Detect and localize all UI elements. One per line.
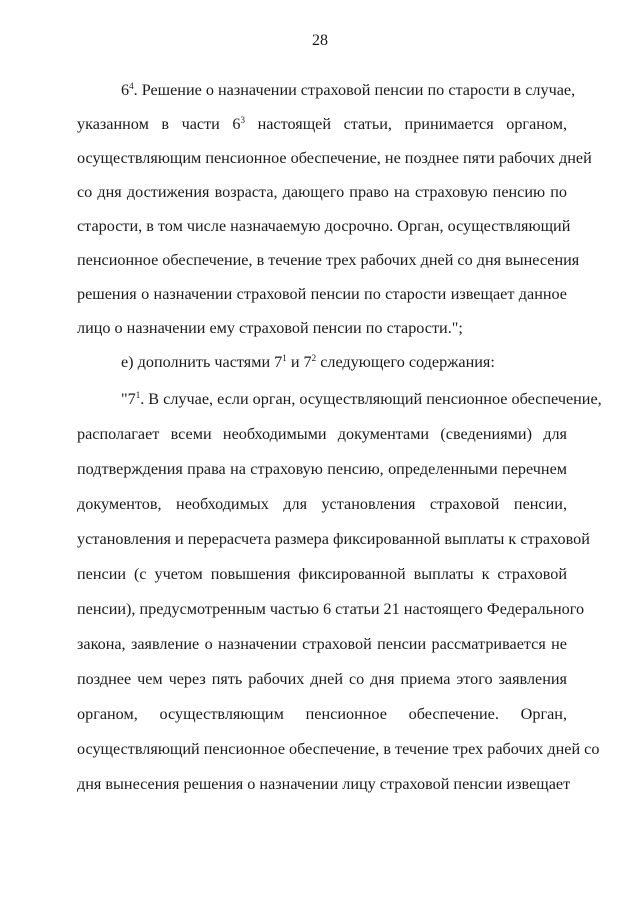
paragraph-line: позднее чем через пять рабочих дней со дня приема этого заявления — [77, 670, 567, 688]
paragraph-line: "$7^1$. В случае, если орган, осуществляющий пенсионное обеспечение, — [121, 390, 602, 408]
page-number: 28 — [312, 32, 328, 49]
paragraph-line: $6^4$. Решение о назначении страховой пенсии по старости в случае, — [121, 81, 576, 99]
paragraph-line: документов, необходимых для установления страховой пенсии, — [77, 495, 567, 513]
paragraph-line: дня вынесения решения о назначении лицу страховой пенсии извещает — [77, 775, 571, 793]
paragraph-line: пенсии), предусмотренным частью 6 статьи 21 настоящего Федерального — [77, 600, 585, 618]
paragraph-line: установления и перерасчета размера фиксированной выплаты к страховой — [77, 530, 590, 548]
paragraph-line: осуществляющим пенсионное обеспечение, не позднее пяти рабочих дней — [77, 149, 592, 167]
paragraph-line: пенсии (с учетом повышения фиксированной выплаты к страховой — [77, 565, 567, 583]
paragraph-line: закона, заявление о назначении страховой пенсии рассматривается не — [77, 635, 567, 653]
paragraph-line: решения о назначении страховой пенсии по старости извещает данное — [77, 285, 567, 303]
paragraph-line: е) дополнить частями $7^1$ и $7^2$ следующего содержания: — [121, 353, 495, 371]
paragraph-line: органом, осуществляющим пенсионное обеспечение. Орган, — [77, 705, 567, 723]
paragraph-line: пенсионное обеспечение, в течение трех рабочих дней со дня вынесения — [77, 251, 580, 269]
paragraph-line: располагает всеми необходимыми документами (сведениями) для — [77, 425, 567, 443]
paragraph-line: лицо о назначении ему страховой пенсии по старости."; — [77, 319, 463, 337]
paragraph-line: осуществляющий пенсионное обеспечение, в течение трех рабочих дней со — [77, 740, 600, 758]
paragraph-line: указанном в части $6^3$ настоящей статьи, принимается органом, — [77, 115, 567, 133]
paragraph-line: старости, в том числе назначаемую досрочно. Орган, осуществляющий — [77, 217, 571, 235]
paragraph-line: со дня достижения возраста, дающего право на страховую пенсию по — [77, 183, 567, 201]
paragraph-line: подтверждения права на страховую пенсию, определенными перечнем — [77, 460, 567, 478]
